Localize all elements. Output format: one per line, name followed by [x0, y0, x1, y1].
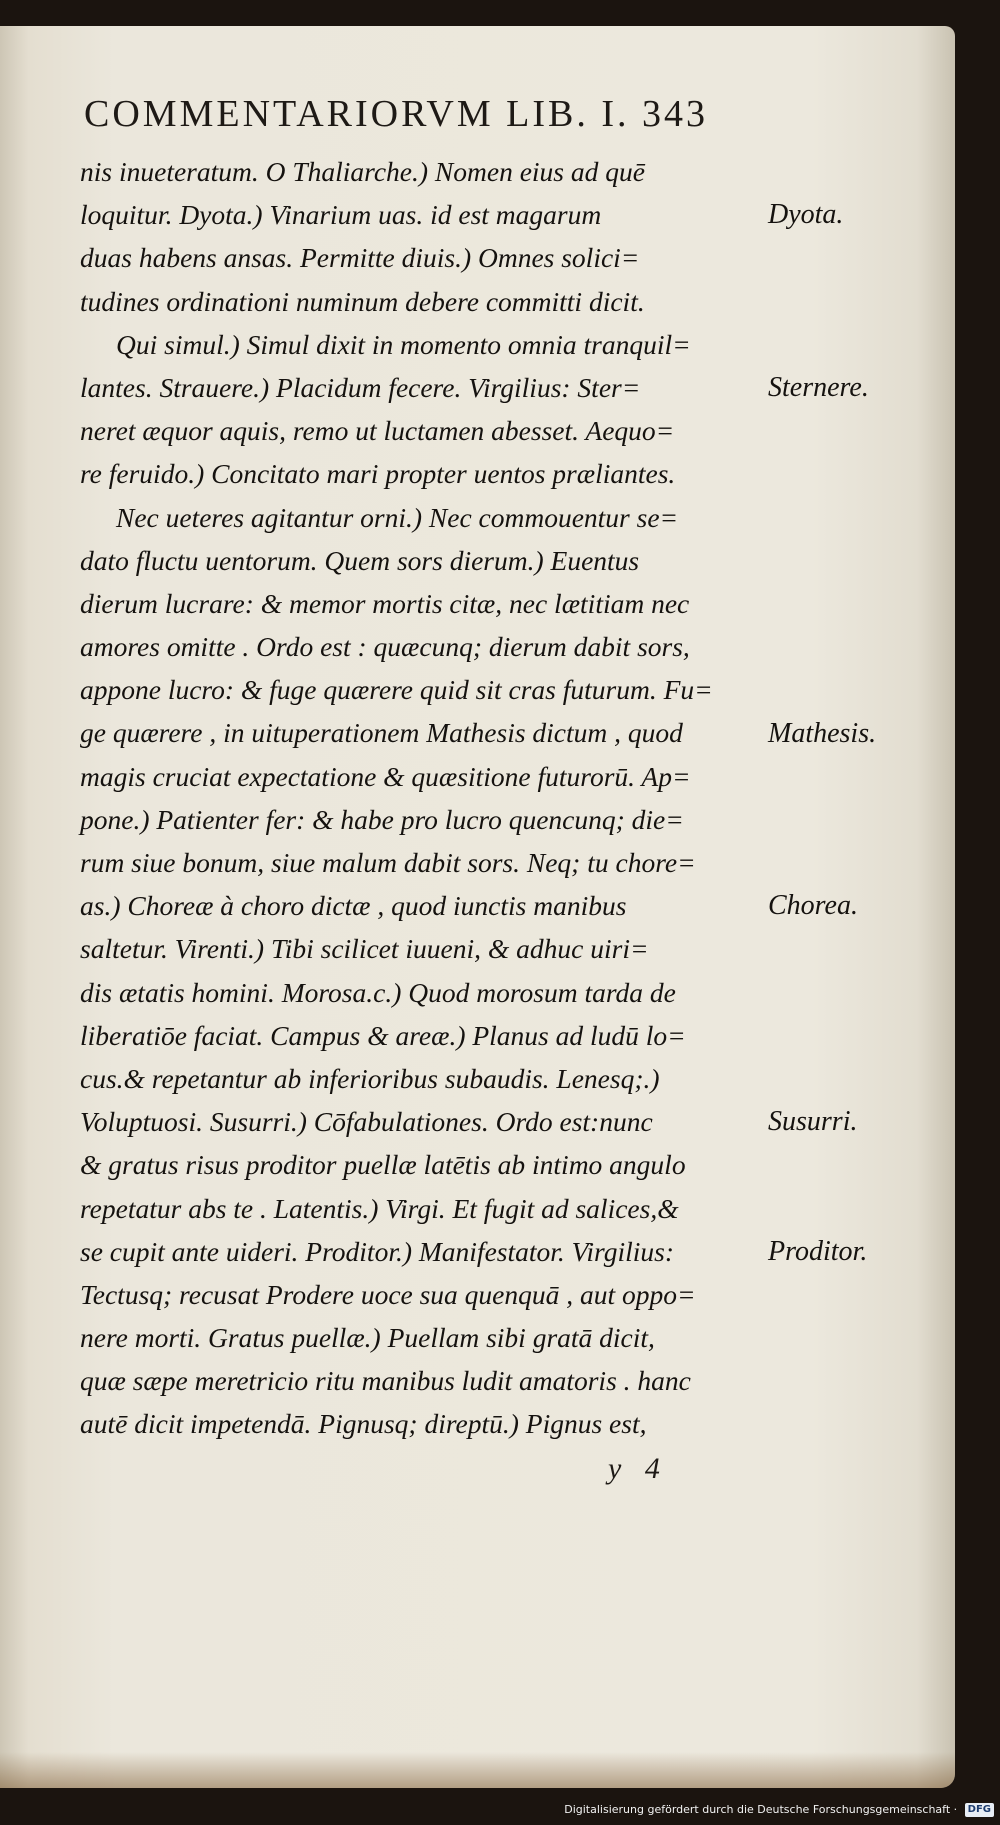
- text-line: Nec ueteres agitantur orni.) Nec commouentur se=: [116, 501, 679, 533]
- text-line: repetatur abs te . Latentis.) Virgi. Et fugit ad salices,&: [80, 1192, 679, 1224]
- margin-note: Mathesis.: [768, 717, 877, 749]
- text-line: re feruido.) Concitato mari propter uentos præliantes.: [80, 458, 676, 490]
- text-line: pone.) Patienter fer: & habe pro lucro quencunq; die=: [80, 803, 684, 835]
- text-line: cus.& repetantur ab inferioribus subaudis. Lenesq;.): [80, 1062, 660, 1094]
- running-header: COMMENTARIORVM LIB. I. 343: [84, 93, 708, 135]
- margin-note: Sternere.: [768, 372, 869, 403]
- text-line: nere morti. Gratus puellæ.) Puellam sibi gratā dicit,: [80, 1322, 655, 1354]
- text-line: lantes. Strauere.) Placidum fecere. Virgilius: Ster=: [80, 371, 641, 403]
- text-line: as.) Choreæ à choro dictæ , quod iunctis manibus: [80, 890, 627, 922]
- text-line: dierum lucrare: & memor mortis citæ, nec lætitiam nec: [80, 587, 690, 619]
- text-line: saltetur. Virenti.) Tibi scilicet iuueni, & adhuc uiri=: [80, 933, 649, 965]
- text-line: amores omitte . Ordo est : quæcunq; dierum dabit sors,: [80, 631, 690, 663]
- text-line: appone lucro: & fuge quærere quid sit cras futurum. Fu=: [80, 674, 713, 706]
- text-line: quæ sæpe meretricio ritu manibus ludit amatoris . hanc: [80, 1365, 691, 1397]
- text-line: ge quærere , in uituperationem Mathesis dictum , quod: [80, 717, 683, 749]
- text-line: Voluptuosi. Susurri.) Cōfabulationes. Ordo est:nunc: [80, 1106, 653, 1138]
- text-line: Qui simul.) Simul dixit in momento omnia tranquil=: [116, 328, 691, 360]
- margin-note: Proditor.: [768, 1236, 868, 1267]
- margin-note: Chorea.: [768, 890, 858, 922]
- text-line: neret æquor aquis, remo ut luctamen abesset. Aequo=: [80, 415, 675, 447]
- text-line: loquitur. Dyota.) Vinarium uas. id est magarum: [80, 199, 602, 231]
- signature-mark: y 4: [608, 1452, 668, 1485]
- book-page: [0, 26, 955, 1788]
- margin-note: Susurri.: [768, 1106, 858, 1138]
- text-line: dis ætatis homini. Morosa.c.) Quod morosum tarda de: [80, 976, 676, 1008]
- text-line: autē dicit impetendā. Pignusq; direptū.) Pignus est,: [80, 1408, 647, 1440]
- dfg-logo-badge: DFG: [965, 1803, 994, 1817]
- text-line: & gratus risus proditor puellæ latētis ab intimo angulo: [80, 1149, 686, 1181]
- text-line: rum siue bonum, siue malum dabit sors. Neq; tu chore=: [80, 847, 696, 878]
- text-line: tudines ordinationi numinum debere committi dicit.: [80, 285, 645, 317]
- text-line: se cupit ante uideri. Proditor.) Manifestator. Virgilius:: [80, 1235, 675, 1267]
- digitization-footer: [0, 1799, 994, 1821]
- body-text: [80, 150, 760, 1446]
- margin-note: Dyota.: [768, 199, 844, 231]
- text-line: nis inueteratum. O Thaliarche.) Nomen eius ad quē: [80, 156, 645, 187]
- text-line: liberatiōe faciat. Campus & areæ.) Planus ad ludū lo=: [80, 1019, 686, 1051]
- text-line: magis cruciat expectatione & quæsitione futurorū. Ap=: [80, 760, 691, 792]
- text-line: Tectusq; recusat Prodere uoce sua quenquā , aut oppo=: [80, 1278, 696, 1310]
- text-line: duas habens ansas. Permitte diuis.) Omnes solici=: [80, 242, 640, 274]
- text-line: dato fluctu uentorum. Quem sors dierum.) Euentus: [80, 544, 640, 576]
- footer-credit: Digitalisierung gefördert durch die Deutsche Forschungsgemeinschaft ·: [564, 1803, 958, 1816]
